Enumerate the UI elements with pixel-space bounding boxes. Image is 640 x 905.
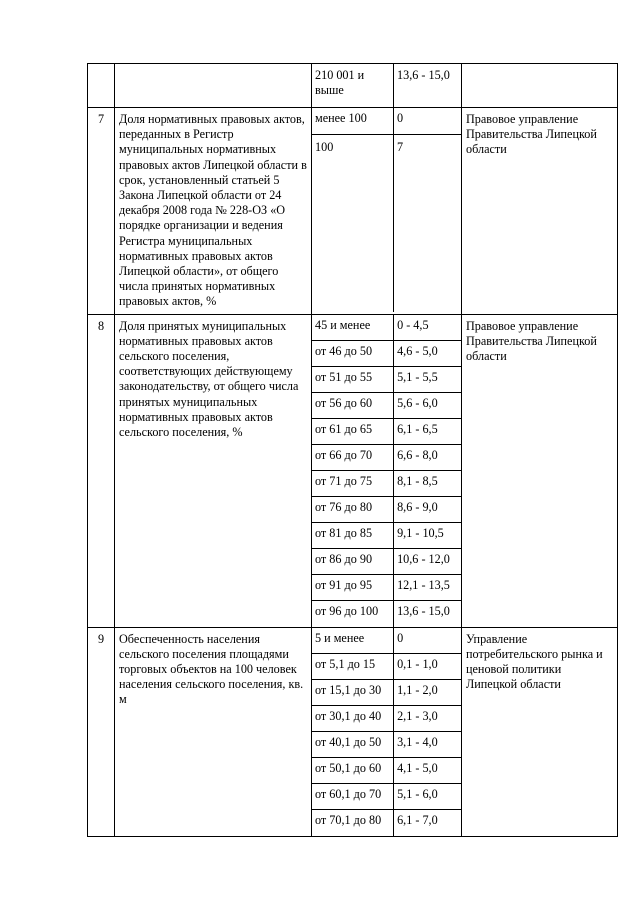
range-score: 9,1 - 10,5 (394, 523, 461, 549)
range-score: 0,1 - 1,0 (394, 654, 461, 680)
ranges-subtable (312, 628, 461, 836)
department-text: Правовое управление Правительства Липецкой области (466, 112, 597, 157)
range-score: 1,1 - 2,0 (394, 680, 461, 706)
row-number-cell (88, 108, 115, 315)
range-criterion: от 71 до 75 (312, 471, 394, 497)
range-row (312, 628, 461, 654)
range-criterion: от 91 до 95 (312, 575, 394, 601)
range-score: 2,1 - 3,0 (394, 706, 461, 732)
range-row (312, 134, 462, 312)
range-criterion: от 81 до 85 (312, 523, 394, 549)
row-number-cell (88, 64, 115, 108)
range-criterion: от 40,1 до 50 (312, 732, 394, 758)
range-row (312, 680, 461, 706)
range-criterion: от 30,1 до 40 (312, 706, 394, 732)
ranges-cell (312, 627, 462, 836)
ranges-subtable (312, 108, 462, 312)
range-score: 8,6 - 9,0 (394, 497, 461, 523)
range-row (312, 419, 461, 445)
range-criterion: менее 100 (312, 108, 394, 134)
range-row (312, 706, 461, 732)
indicator-text (115, 64, 311, 72)
range-row (312, 601, 461, 627)
row-number (88, 64, 114, 68)
indicator-cell (115, 108, 312, 315)
ranges-subtable (312, 315, 461, 627)
row-number: 8 (97, 318, 105, 333)
range-row (312, 497, 461, 523)
range-criterion: от 60,1 до 70 (312, 784, 394, 810)
table-row-9 (88, 627, 618, 836)
range-score: 6,1 - 7,0 (394, 810, 461, 836)
range-score: 4,6 - 5,0 (394, 341, 461, 367)
range-score: 8,1 - 8,5 (394, 471, 461, 497)
range-row (312, 575, 461, 601)
indicator-cell (115, 627, 312, 836)
range-criterion: от 51 до 55 (312, 367, 394, 393)
range-score: 0 - 4,5 (397, 317, 429, 332)
range-score: 12,1 - 13,5 (394, 575, 461, 601)
range-row (312, 523, 461, 549)
range-criterion: от 86 до 90 (312, 549, 394, 575)
range-criterion: 210 001 и выше (312, 64, 394, 107)
range-row (312, 732, 461, 758)
department-cell (462, 314, 618, 627)
ranges-subtable (312, 64, 462, 107)
range-row (312, 393, 461, 419)
indicator-text: Доля принятых муниципальных нормативных правовых актов сельского поселения, соответствующих действующему законодательству, от общего числа принятых муниципальных нормативных правовых актов сельского поселения, % (119, 318, 299, 440)
range-row (312, 654, 461, 680)
range-criterion: 100 (312, 134, 394, 312)
range-row (312, 810, 461, 836)
range-criterion: от 96 до 100 (312, 601, 394, 627)
department-cell (462, 64, 618, 108)
ranges-cell (312, 314, 462, 627)
range-row (312, 341, 461, 367)
department-text (462, 64, 617, 72)
department-text: Управление потребительского рынка и ценовой политики Липецкой области (466, 631, 603, 692)
range-score: 13,6 - 15,0 (394, 601, 461, 627)
department-cell (462, 108, 618, 315)
range-criterion: от 5,1 до 15 (312, 654, 394, 680)
range-criterion: от 46 до 50 (312, 341, 394, 367)
range-criterion: от 70,1 до 80 (312, 810, 394, 836)
range-score: 4,1 - 5,0 (394, 758, 461, 784)
range-row (312, 315, 461, 341)
range-row (312, 758, 461, 784)
range-score: 7 (394, 134, 463, 312)
range-score: 6,6 - 8,0 (394, 445, 461, 471)
range-row (312, 445, 461, 471)
table-row-continuation (88, 64, 618, 108)
indicator-text: Обеспеченность населения сельского поселения площадями торговых объектов на 100 человек населения сельского поселения, кв. м (119, 631, 304, 707)
row-number-cell (88, 314, 115, 627)
range-score: 6,1 - 6,5 (394, 419, 461, 445)
range-score: 5,6 - 6,0 (394, 393, 461, 419)
range-criterion: от 15,1 до 30 (312, 680, 394, 706)
range-criterion: от 76 до 80 (312, 497, 394, 523)
department-cell (462, 627, 618, 836)
range-row (312, 108, 462, 134)
range-criterion: от 50,1 до 60 (312, 758, 394, 784)
row-number-cell (88, 627, 115, 836)
row-number: 9 (97, 631, 105, 646)
ranges-cell (312, 64, 462, 108)
indicator-cell (115, 314, 312, 627)
range-score: 0 (397, 111, 404, 125)
range-row (312, 549, 461, 575)
range-row (312, 367, 461, 393)
range-row (312, 471, 461, 497)
range-score: 5,1 - 6,0 (394, 784, 461, 810)
range-score: 0 (397, 630, 404, 645)
row-number: 7 (97, 112, 105, 126)
indicator-text: Доля нормативных правовых актов, переданных в Регистр муниципальных нормативных правовых актов Липецкой области в срок, установленный статьей 5 Закона Липецкой области от 24 декабря 2008 года № 228-ОЗ «О порядке организации и ведения Регистра муниципальных нормативных правовых актов Липецкой области», от общего числа принятых нормативных правовых актов, % (119, 112, 307, 309)
range-criterion: от 61 до 65 (312, 419, 394, 445)
range-score: 5,1 - 5,5 (394, 367, 461, 393)
range-score: 3,1 - 4,0 (394, 732, 461, 758)
range-criterion: от 56 до 60 (312, 393, 394, 419)
range-criterion: от 66 до 70 (312, 445, 394, 471)
table-row-8 (88, 314, 618, 627)
range-criterion: 5 и менее (312, 628, 394, 654)
range-criterion: 45 и менее (312, 315, 394, 341)
department-text: Правовое управление Правительства Липецкой области (466, 318, 597, 364)
document-page (87, 63, 613, 837)
indicators-table (87, 63, 618, 837)
table-row-7 (88, 108, 618, 315)
range-row (312, 64, 462, 107)
range-score: 13,6 - 15,0 (397, 68, 450, 82)
ranges-cell (312, 108, 462, 315)
indicator-cell (115, 64, 312, 108)
range-score: 10,6 - 12,0 (394, 549, 461, 575)
range-row (312, 784, 461, 810)
